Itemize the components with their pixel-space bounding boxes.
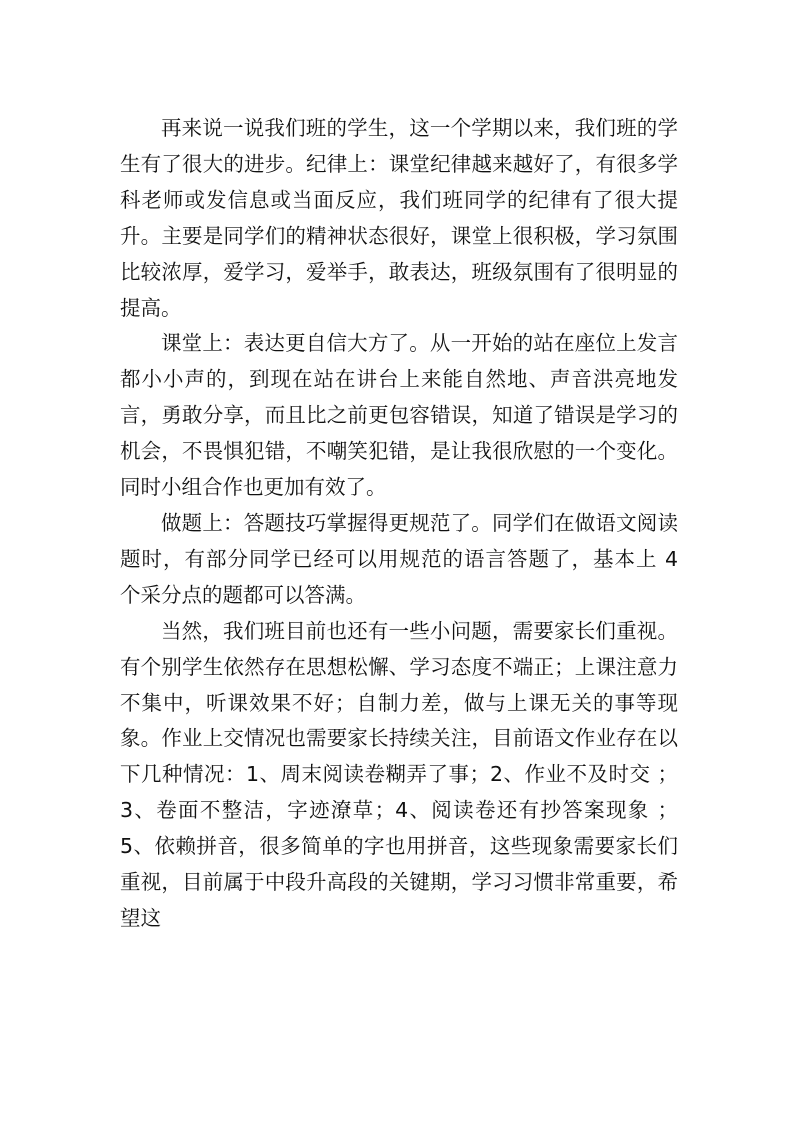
document-body [120, 111, 678, 937]
paragraph-classroom: 课堂上：表达更自信大方了。从一开始的站在座位上发言都小小声的，到现在站在讲台上来能自然地、声音洪亮地发言，勇敢分享，而且比之前更包容错误，知道了错误是学习的机会，不畏惧犯错，不嘲笑犯错，是让我很欣慰的一个变化。同时小组合作也更加有效了。 [120, 331, 678, 500]
paragraph-student-progress: 再来说一说我们班的学生，这一个学期以来，我们班的学生有了很大的进步。纪律上：课堂纪律越来越好了，有很多学科老师或发信息或当面反应，我们班同学的纪律有了很大提升。主要是同学们的精神状态很好，课堂上很积极，学习氛围比较浓厚，爱学习，爱举手，敢表达，班级氛围有了很明显的提高。 [120, 116, 678, 320]
paragraph-problems: 当然，我们班目前也还有一些小问题，需要家长们重视。有个别学生依然存在思想松懈、学习态度不端正；上课注意力不集中，听课效果不好；自制力差，做与上课无关的事等现象。作业上交情况也需要家长持续关注，目前语文作业存在以下几种情况：1、周末阅读卷糊弄了事；2、作业不及时交 ；3、卷面不整洁，字迹潦草；4、阅读卷还有抄答案现象 ；5、依赖拼音，很多简单的字也用拼音，这些现象需要家长们重视，目前属于中段升高段的关键期，学习习惯非常重要，希望这 [120, 618, 678, 930]
paragraph-answering: 做题上：答题技巧掌握得更规范了。同学们在做语文阅读题时，有部分同学已经可以用规范的语言答题了，基本上 4 个采分点的题都可以答满。 [120, 510, 678, 607]
